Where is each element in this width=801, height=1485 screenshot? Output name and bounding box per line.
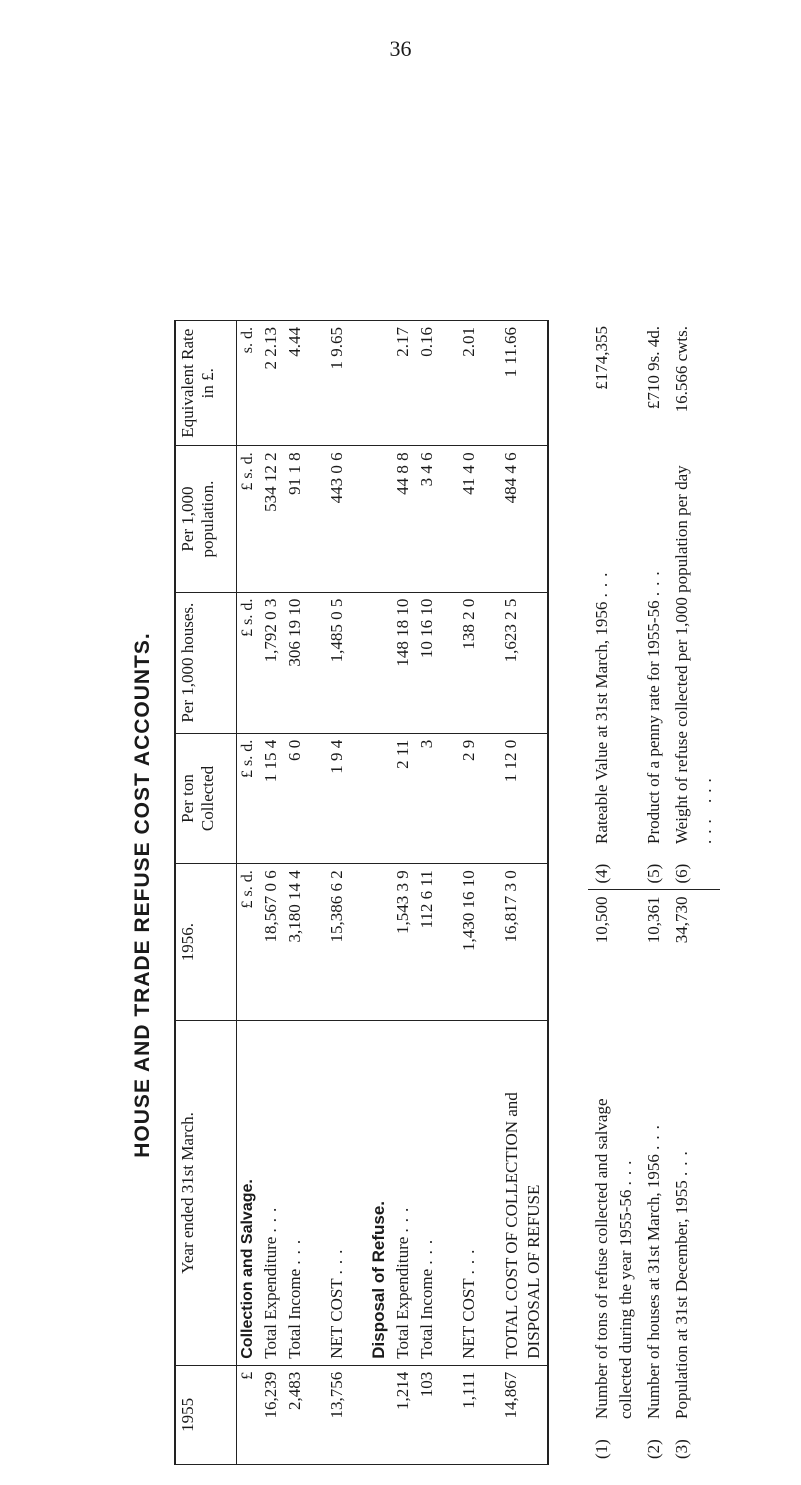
cell-per-houses: 138 2 0 [457,592,481,733]
row-label: Total Income ... [415,1020,439,1365]
cell-rate: 4.44 [283,321,307,446]
footnote-number: (3) [672,1439,691,1459]
cell-per-houses: 148 18 10 [391,592,415,733]
footnotes [588,320,720,1465]
header-per-1000-houses: Per 1,000 houses. [175,592,237,733]
footnote-value: £174,355 [592,326,611,390]
cost-accounts-table [174,320,549,1465]
cell-per-ton: 1 15 4 [259,733,283,864]
footnote-text: Product of a penny rate for 1955-56 ... [644,565,663,844]
footnote-text: Number of tons of refuse collected and salvage collected during the year 1955-56 ... [592,1098,635,1419]
cell-1955: 14,867 [499,1365,548,1464]
cell-per-ton: 1 12 0 [499,733,548,864]
cell-1955: 16,239 [259,1365,283,1464]
footnote-text: Number of houses at 31st March, 1956 ... [644,1119,663,1419]
footnote-row [640,320,668,1465]
cell-1956: 18,567 0 6 [259,864,283,1021]
cell-per-houses: 306 19 10 [283,592,307,733]
footnote-row [668,320,720,1465]
unit-sd: s. d. [237,321,260,446]
cell-1956: 3,180 14 4 [283,864,307,1021]
row-label: Total Expenditure ... [259,1020,283,1365]
cell-rate: 1 9.65 [325,321,349,446]
header-year-ended: Year ended 31st March. [175,1020,237,1365]
cell-rate: 2 2.13 [259,321,283,446]
footnote-number: (1) [592,1439,611,1459]
row-label: Total Expenditure ... [391,1020,415,1365]
cell-per-ton: 2 11 [391,733,415,864]
cell-1955: 1,214 [391,1365,415,1464]
unit-pound: £ [237,1365,260,1464]
footnote-number: (2) [644,1439,663,1459]
cell-per-houses: 1,485 0 5 [325,592,349,733]
cell-per-pop: 443 0 6 [325,446,349,592]
cell-per-ton: 3 [415,733,439,864]
cell-per-ton: 2 9 [457,733,481,864]
row-label: Total Income ... [283,1020,307,1365]
cell-1956: 1,543 3 9 [391,864,415,1021]
cell-per-houses: 10 16 10 [415,592,439,733]
header-per-1000-population: Per 1,000 population. [175,446,237,592]
table-row [457,321,481,1465]
section-disposal: Disposal of Refuse. [367,1020,391,1365]
footnote-text: Rateable Value at 31st March, 1956 ... [592,566,611,844]
unit-lsd: £ s. d. [237,446,260,592]
cell-1956: 15,386 6 2 [325,864,349,1021]
header-per-ton: Per ton Collected [175,733,237,864]
cell-1956: 1,430 16 10 [457,864,481,1021]
cell-1956: 112 6 11 [415,864,439,1021]
cell-1955: 1,111 [457,1365,481,1464]
header-1956: 1956. [175,864,237,1021]
cell-per-pop: 3 4 6 [415,446,439,592]
cell-per-houses: 1,623 2 5 [499,592,548,733]
unit-lsd: £ s. d. [237,864,260,1021]
cell-rate: 1 11.66 [499,321,548,446]
footnote-number: (6) [672,863,691,884]
table-row [325,321,349,1465]
footnote-value: £710 9s. 4d. [644,326,663,410]
rotated-table-sheet [130,305,715,1485]
table-row [415,321,439,1465]
unit-lsd: £ s. d. [237,592,260,733]
row-label: NET COST ... [457,1020,481,1365]
section-collection: Collection and Salvage. [237,1020,260,1365]
footnote-text: Weight of refuse collected per 1,000 population per day ... ... [672,465,715,844]
cell-1955: 103 [415,1365,439,1464]
cell-rate: 2.17 [391,321,415,446]
cell-1955: 2,483 [283,1365,307,1464]
table-row [391,321,415,1465]
footnote-value: 16.566 cwts. [672,326,691,413]
cell-per-pop: 44 8 8 [391,446,415,592]
row-label: NET COST ... [325,1020,349,1365]
footnote-number: (5) [644,863,663,884]
table-row-total [499,321,548,1465]
footnote-text: Population at 31st December, 1955 ... [672,1145,691,1419]
cell-per-pop: 41 4 0 [457,446,481,592]
unit-lsd: £ s. d. [237,733,260,864]
cell-rate: 0.16 [415,321,439,446]
cell-per-pop: 534 12 2 [259,446,283,592]
table-row [259,321,283,1465]
cell-per-ton: 1 9 4 [325,733,349,864]
cell-rate: 2.01 [457,321,481,446]
cell-1956: 16,817 3 0 [499,864,548,1021]
header-equivalent-rate: Equivalent Rate in £. [175,321,237,446]
cell-per-ton: 6 0 [283,733,307,864]
footnote-value: 10,500 [588,890,640,1030]
footnote-number: (4) [592,863,611,884]
cell-per-pop: 91 1 8 [283,446,307,592]
cell-1955: 13,756 [325,1365,349,1464]
table-title: HOUSE AND TRADE REFUSE COST ACCOUNTS. [131,632,154,1158]
footnote-value: 34,730 [668,890,720,1030]
table-row [283,321,307,1465]
cell-per-houses: 1,792 0 3 [259,592,283,733]
page-number: 36 [389,36,412,61]
footnote-row [588,320,640,1465]
footnote-value: 10,361 [640,890,668,1030]
header-1955: 1955 [175,1365,237,1464]
cell-per-pop: 484 4 6 [499,446,548,592]
row-label: TOTAL COST OF COLLECTION and DISPOSAL OF REFUSE [499,1020,548,1365]
